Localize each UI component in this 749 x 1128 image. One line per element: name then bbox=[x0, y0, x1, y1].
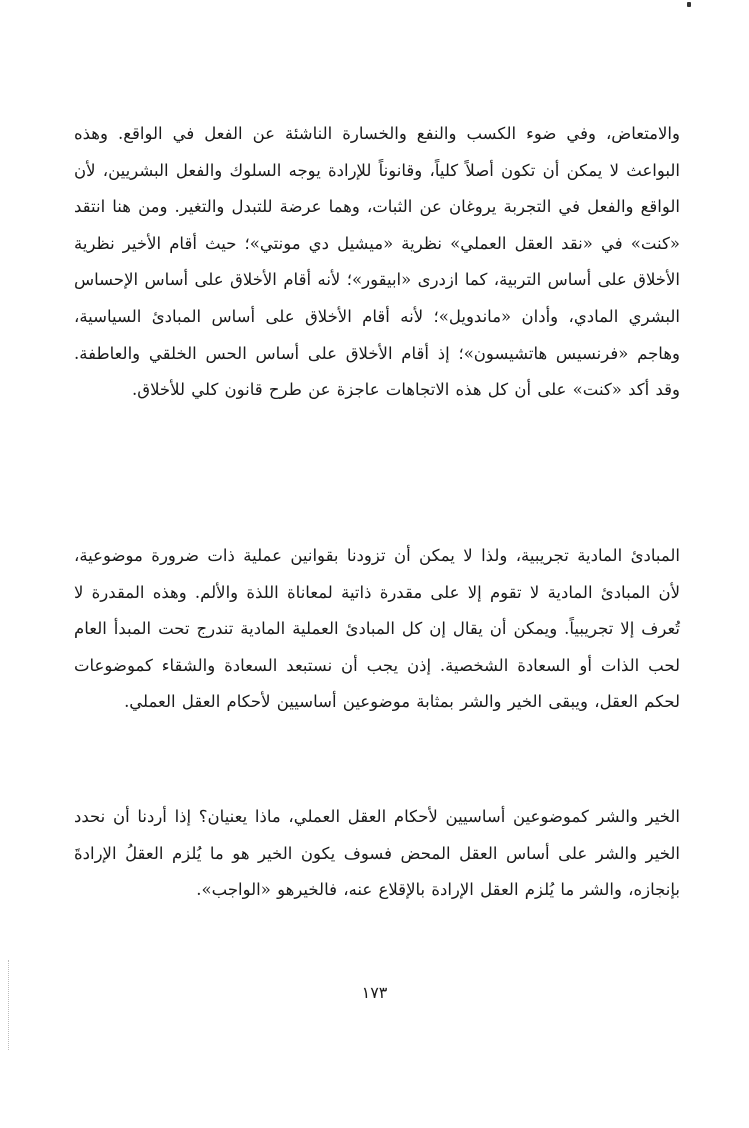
paragraph-1: والامتعاض، وفي ضوء الكسب والنفع والخسارة الناشئة عن الفعل في الواقع. وهذه البواعث لا يمكن أن تكون أصلاً كلياً، وقانوناً للإرادة يوجه السلوك والفعل البشريين، لأن الواقع والفعل في التجربة يروغان عن الثبات، وهما عرضة للتبدل والتغير. ومن هنا انتقد «كنت» في «نقد العقل العملي» نظرية «ميشيل دي مونتي»؛ حيث أقام الأخير نظرية الأخلاق على أساس التربية، كما ازدرى «ابيقور»؛ لأنه أقام الأخلاق على أساس الإحساس البشري المادي، وأدان «ماندويل»؛ لأنه أقام الأخلاق على أساس المبادئ السياسية، وهاجم «فرنسيس هاتشيسون»؛ إذ أقام الأخلاق على أساس الحس الخلقي والعاطفة. وقد أكد «كنت» على أن كل هذه الاتجاهات عاجزة عن طرح قانون كلي للأخلاق. bbox=[74, 124, 680, 400]
margin-artifact bbox=[8, 960, 11, 1050]
paragraph-3: الخير والشر كموضوعين أساسيين لأحكام العقل العملي، ماذا يعنيان؟ إذا أردنا أن نحدد الخير والشر على أساس العقل المحض فسوف يكون الخير هو ما يُلزم العقلُ الإرادةَ بإنجازه، والشر ما يُلزم العقل الإرادة بالإقلاع عنه، فالخيرهو «الواجب». bbox=[74, 807, 680, 900]
scan-mark bbox=[687, 2, 691, 7]
paragraph-2: المبادئ المادية تجريبية، ولذا لا يمكن أن تزودنا بقوانين عملية ذات ضرورة موضوعية، لأن المبادئ المادية لا تقوم إلا على مقدرة ذاتية لمعاناة اللذة والألم. وهذه المقدرة لا تُعرف إلا تجريبياً. ويمكن أن يقال إن كل المبادئ العملية المادية تندرج تحت المبدأ العام لحب الذات أو السعادة الشخصية. إذن يجب أن نستبعد السعادة والشقاء كموضوعات لحكم العقل، ويبقى الخير والشر بمثابة موضوعين أساسيين لأحكام العقل العملي. bbox=[74, 546, 680, 712]
page-number: ١٧٣ bbox=[361, 983, 388, 1002]
